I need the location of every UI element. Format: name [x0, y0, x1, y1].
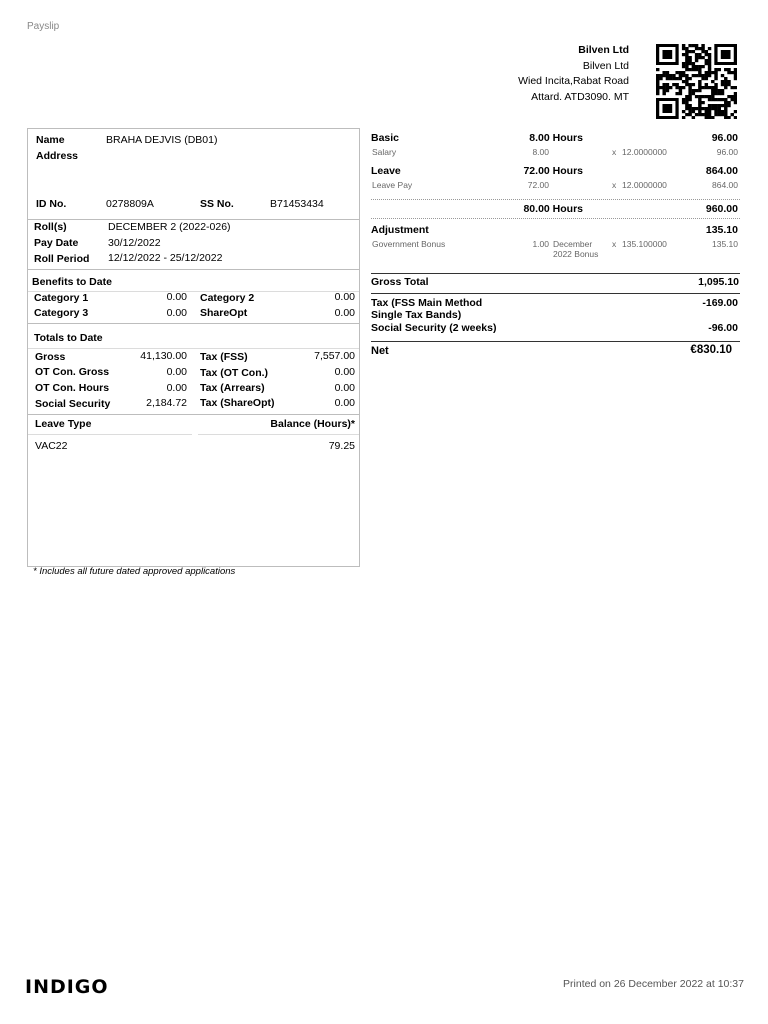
adjustment-amount: 135.10 [705, 224, 738, 236]
total-label: Tax (ShareOpt) [200, 397, 275, 409]
benefit-label: Category 3 [34, 307, 89, 319]
leave-pay-label: Leave Pay [372, 180, 413, 190]
leave-amount: 864.00 [705, 165, 738, 177]
leave-balance-value: 79.25 [328, 440, 355, 452]
paydate-value: 30/12/2022 [108, 237, 161, 249]
tax-value: -169.00 [702, 297, 738, 309]
total-value: 0.00 [166, 382, 187, 394]
name-value: BRAHA DEJVIS (DB01) [106, 134, 218, 146]
salary-qty: 8.00 [532, 147, 549, 157]
total-value: 2,184.72 [146, 397, 187, 409]
leave-balance-header: Balance (Hours)* [270, 418, 355, 430]
divider [371, 293, 740, 294]
salary-label: Salary [372, 147, 397, 157]
company-name-bold: Bilven Ltd [578, 44, 629, 56]
tax-label-line-1: Tax (FSS Main Method [371, 297, 483, 309]
name-label: Name [36, 134, 65, 146]
bonus-rate: 135.100000 [622, 239, 667, 249]
ss-value: B71453434 [270, 198, 324, 210]
bonus-qty: 1.00 [532, 239, 549, 249]
totals-heading: Totals to Date [34, 332, 103, 344]
basic-label: Basic [371, 132, 400, 144]
salary-x: x [612, 147, 617, 157]
leave-hours: 72.00 Hours [523, 165, 583, 177]
total-hours: 80.00 Hours [523, 203, 583, 215]
bonus-amount: 135.10 [712, 239, 738, 249]
divider [28, 348, 359, 349]
leave-label: Leave [371, 165, 401, 177]
bonus-label: Government Bonus [372, 239, 446, 249]
basic-amount: 96.00 [711, 132, 738, 144]
benefit-label: Category 2 [200, 292, 255, 304]
total-label: OT Con. Hours [35, 382, 110, 394]
benefit-label: ShareOpt [200, 307, 248, 319]
leave-pay-amount: 864.00 [712, 180, 738, 190]
leave-pay-rate: 12.0000000 [622, 180, 667, 190]
company-address-2: Attard. ATD3090. MT [531, 90, 629, 103]
total-value: 7,557.00 [314, 350, 355, 362]
divider [28, 414, 359, 415]
tax-label-line-2: Single Tax Bands) [371, 309, 462, 321]
divider [28, 323, 359, 324]
company-address-1: Wied Incita,Rabat Road [518, 75, 629, 88]
divider [371, 199, 740, 200]
benefit-value: 0.00 [334, 291, 355, 303]
total-value: 0.00 [166, 366, 187, 378]
roll-value: DECEMBER 2 (2022-026) [108, 221, 231, 233]
total-label: OT Con. Gross [35, 366, 110, 378]
id-label: ID No. [36, 198, 67, 210]
company-block [518, 43, 629, 105]
divider [371, 273, 740, 274]
benefits-heading: Benefits to Date [32, 276, 112, 288]
footnote: * Includes all future dated approved applications [33, 566, 236, 577]
roll-label: Roll(s) [34, 221, 67, 233]
bonus-x: x [612, 239, 617, 249]
social-security-value: -96.00 [708, 322, 738, 334]
social-security-label: Social Security (2 weeks) [371, 322, 497, 334]
salary-amount: 96.00 [716, 147, 738, 157]
benefit-value: 0.00 [166, 307, 187, 319]
paydate-label: Pay Date [34, 237, 79, 249]
divider [198, 434, 359, 435]
ss-label: SS No. [200, 198, 234, 210]
total-value: 0.00 [334, 366, 355, 378]
benefit-value: 0.00 [334, 307, 355, 319]
divider [28, 434, 192, 435]
benefit-label: Category 1 [34, 292, 89, 304]
total-value: 0.00 [334, 382, 355, 394]
gross-total-label: Gross Total [371, 276, 429, 288]
divider [371, 218, 740, 219]
total-label: Tax (OT Con.) [200, 367, 269, 379]
total-label: Tax (FSS) [200, 351, 248, 363]
total-label: Tax (Arrears) [200, 382, 265, 394]
period-value: 12/12/2022 - 25/12/2022 [108, 252, 223, 264]
address-label: Address [36, 150, 79, 162]
basic-hours: 8.00 Hours [529, 132, 583, 144]
document-title: Payslip [27, 21, 60, 32]
salary-rate: 12.0000000 [622, 147, 667, 157]
leave-type-value: VAC22 [35, 440, 68, 452]
net-label: Net [371, 345, 389, 357]
qr-code-icon [656, 44, 737, 119]
printed-timestamp: Printed on 26 December 2022 at 10:37 [563, 978, 744, 990]
leave-pay-x: x [612, 180, 617, 190]
indigo-logo: INDIGO [25, 976, 109, 998]
total-label: Social Security [35, 398, 111, 410]
employee-panel [27, 128, 360, 567]
period-label: Roll Period [34, 253, 90, 265]
leave-type-header: Leave Type [35, 418, 92, 430]
company-name: Bilven Ltd [582, 59, 629, 72]
adjustment-label: Adjustment [371, 224, 429, 236]
bonus-desc-2: 2022 Bonus [553, 249, 599, 259]
divider [28, 269, 359, 270]
earnings-subtotal: 960.00 [705, 203, 738, 215]
total-value: 41,130.00 [140, 350, 187, 362]
id-value: 0278809A [106, 198, 154, 210]
leave-pay-qty: 72.00 [527, 180, 549, 190]
divider [28, 219, 359, 220]
net-value: €830.10 [690, 344, 732, 356]
gross-total-value: 1,095.10 [698, 276, 739, 288]
total-label: Gross [35, 351, 66, 363]
divider [371, 341, 740, 342]
bonus-desc-1: December [553, 239, 593, 249]
benefit-value: 0.00 [166, 291, 187, 303]
total-value: 0.00 [334, 397, 355, 409]
